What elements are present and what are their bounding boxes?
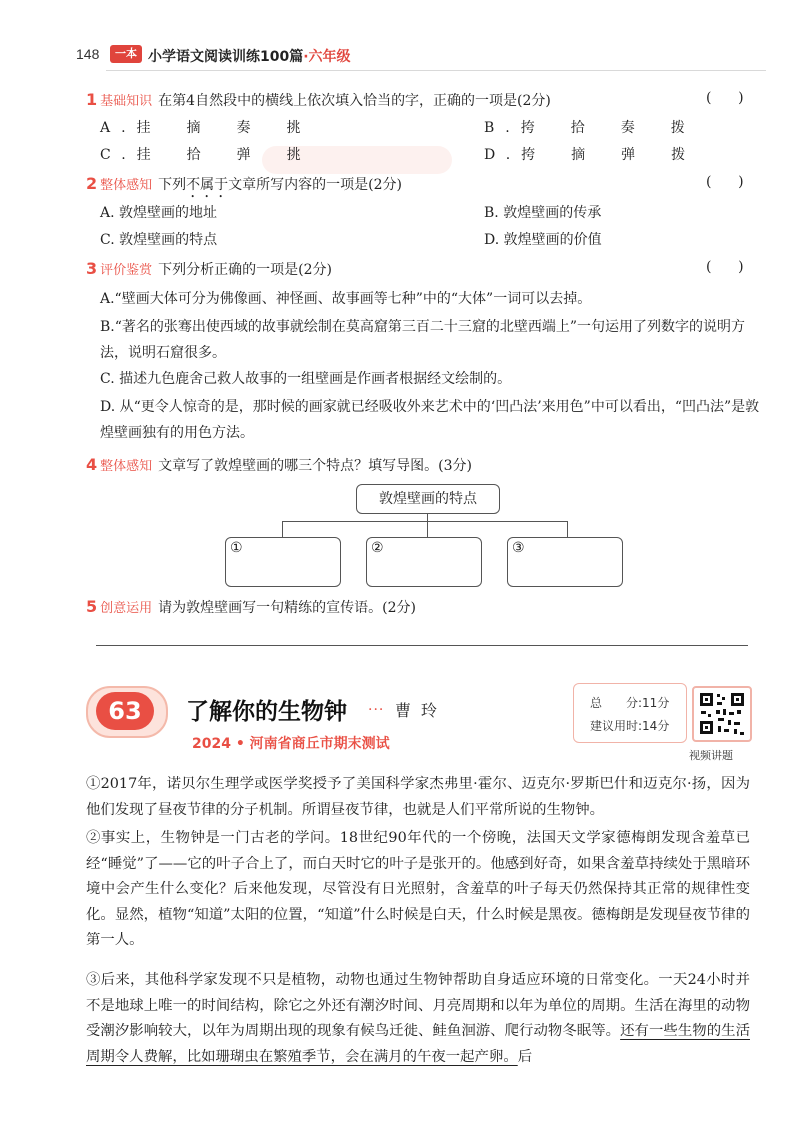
header-divider	[106, 70, 766, 71]
suggested-time: 建议用时:14分	[590, 719, 670, 733]
question-number: 4	[86, 455, 98, 474]
mind-map-root: 敦煌壁画的特点	[356, 484, 500, 514]
question-number: 3	[86, 259, 98, 278]
question-tag: 评价鉴赏	[100, 263, 153, 278]
question-number: 1	[86, 90, 98, 109]
page-number: 148	[76, 46, 100, 62]
branch-label: ③	[512, 540, 525, 556]
option-a[interactable]: A. 敦煌壁画的地址	[100, 205, 218, 221]
question-3	[86, 259, 332, 281]
book-title-text: 小学语文阅读训练100篇	[148, 49, 304, 65]
option-d[interactable]: D. 从“更令人惊奇的是，那时候的画家就已经吸收外来艺术中的‘凹凸法’来用色”中可以看出，“凹凸法”是敦煌壁画独有的用色方法。	[100, 399, 760, 441]
author-dots: ···	[368, 702, 385, 718]
brand-logo: 一本	[110, 45, 142, 63]
total-score: 总 分:11分	[590, 696, 670, 710]
question-text: 下列分析正确的一项是(2分)	[158, 262, 332, 278]
connector-line	[567, 521, 568, 537]
option-d[interactable]: D.挎 摘 弹 拨	[484, 147, 697, 163]
answer-box-2[interactable]	[366, 537, 482, 587]
answer-paren[interactable]: ( )	[706, 90, 744, 106]
question-tag: 基础知识	[100, 94, 153, 109]
question-text: 请为敦煌壁画写一句精练的宣传语。(2分)	[158, 600, 416, 616]
page-header	[0, 0, 800, 80]
connector-line	[427, 521, 428, 537]
lesson-number: 63	[96, 692, 154, 730]
question-2	[86, 174, 402, 201]
author-name: 曹玲	[395, 701, 448, 720]
paragraph-text: 后	[517, 1048, 533, 1065]
question-1	[86, 90, 551, 112]
question-4	[86, 455, 472, 477]
qr-code-icon	[694, 688, 750, 740]
connector-line	[282, 521, 568, 522]
question-tag: 整体感知	[100, 459, 153, 474]
question-number: 5	[86, 597, 98, 616]
answer-box-3[interactable]	[507, 537, 623, 587]
book-title	[148, 46, 351, 66]
question-text-after: 文章所写内容的一项是(2分)	[228, 177, 402, 193]
option-d[interactable]: D. 敦煌壁画的价值	[484, 232, 602, 248]
connector-line	[282, 521, 283, 537]
branch-label: ①	[230, 540, 243, 556]
option-a[interactable]: A.挂 摘 奏 挑	[100, 120, 312, 136]
question-tag: 整体感知	[100, 178, 153, 193]
passage-paragraph-3	[86, 968, 750, 1070]
answer-paren[interactable]: ( )	[706, 174, 744, 190]
qr-code[interactable]	[692, 686, 752, 742]
question-text-before: 下列	[158, 177, 187, 193]
option-b[interactable]: B. 敦煌壁画的传承	[484, 205, 602, 221]
answer-paren[interactable]: ( )	[706, 259, 744, 275]
answer-box-1[interactable]	[225, 537, 341, 587]
branch-label: ②	[371, 540, 384, 556]
option-a[interactable]: A.“壁画大体可分为佛像画、神怪画、故事画等七种”中的“大体”一词可以去掉。	[100, 291, 592, 307]
option-c[interactable]: C. 描述九色鹿舍己救人故事的一组壁画是作画者根据经文绘制的。	[100, 371, 512, 387]
question-text: 文章写了敦煌壁画的哪三个特点？填写导图。(3分)	[158, 458, 472, 474]
source-line: 2024 • 河南省商丘市期末测试	[192, 736, 390, 752]
paragraph-text: ③后来，其他科学家发现不只是植物，动物也通过生物钟帮助自身适应环境的日常变化。一天24小时并不是地球上唯一的时间结构，除它之外还有潮汐时间、月亮周期和以年为单位的周期。生活在海里的动物受潮汐影响较大，以年为周期出现的现象有候鸟迁徙、鲑鱼洄游、爬行动物冬眠等。	[86, 972, 750, 1039]
question-tag: 创意运用	[100, 601, 153, 616]
score-box	[573, 683, 687, 743]
lesson-title: 了解你的生物钟	[186, 698, 347, 725]
option-b[interactable]: B.“著名的张骞出使西域的故事就绘制在莫高窟第三百二十三窟的北壁西端上”一句运用了列数字的说明方法，说明石窟很多。	[100, 319, 746, 361]
answer-line[interactable]	[96, 645, 748, 646]
grade-label: ·六年级	[303, 49, 351, 65]
option-b[interactable]: B.挎 拾 奏 拨	[484, 120, 696, 136]
question-number: 2	[86, 174, 98, 193]
passage-paragraph-2: ②事实上，生物钟是一门古老的学问。18世纪90年代的一个傍晚，法国天文学家德梅朗发现含羞草已经“睡觉”了——它的叶子合上了，而白天时它的叶子是张开的。他感到好奇，如果含羞草持续处于黑暗环境中会产生什么变化？后来他发现，尽管没有日光照射，含羞草的叶子每天仍然保持其正常的规律性变化。显然，植物“知道”太阳的位置，“知道”什么时候是白天，什么时候是黑夜。德梅朗是发现昼夜节律的第一人。	[86, 830, 750, 948]
option-c[interactable]: C. 敦煌壁画的特点	[100, 232, 218, 248]
qr-label: 视频讲题	[689, 749, 733, 762]
question-5	[86, 597, 416, 619]
passage-paragraph-1: ①2017年，诺贝尔生理学或医学奖授予了美国科学家杰弗里·霍尔、迈克尔·罗斯巴什和迈克尔·扬，因为他们发现了昼夜节律的分子机制。所谓昼夜节律，也就是人们平常所说的生物钟。	[86, 776, 750, 818]
option-c[interactable]: C.挂 拾 弹 挑	[100, 147, 312, 163]
emphasized-text: 不属于	[186, 177, 229, 193]
underlined-sentence: 还有一些生物的生活周期令人费解，比如珊瑚虫在繁殖季节，会在满月的午夜一起产卵。	[86, 1023, 750, 1065]
question-text: 在第4自然段中的横线上依次填入恰当的字，正确的一项是(2分)	[158, 93, 551, 109]
